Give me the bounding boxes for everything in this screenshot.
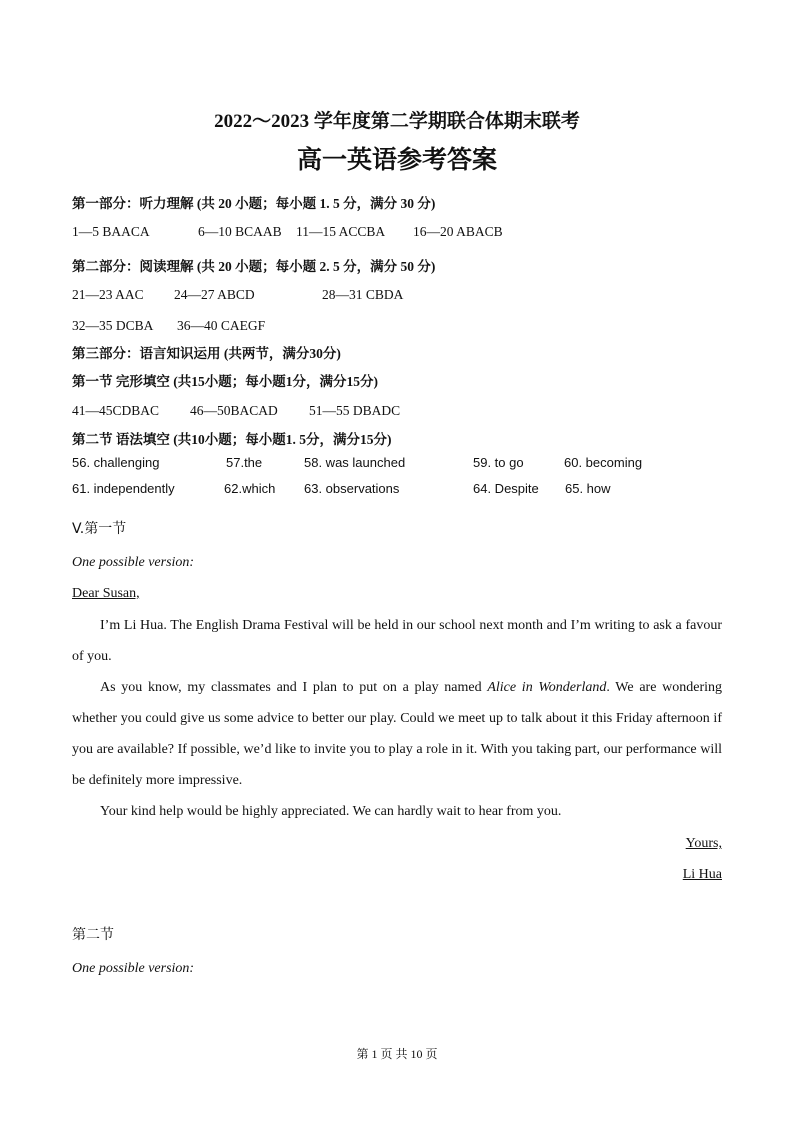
grammar-answer: 61. independently: [72, 481, 175, 496]
answer-group: 11—15 ACCBA: [296, 224, 386, 239]
answer-group: 21—23 AAC: [72, 287, 144, 302]
grammar-answer: 65. how: [565, 481, 611, 496]
part3-section1-answers: [0, 403, 794, 421]
answer-group: 46—50BACAD: [190, 403, 278, 418]
grammar-answer: 60. becoming: [564, 455, 643, 470]
answer-group: 24—27 ABCD: [174, 287, 255, 302]
letter-paragraph-2-start: As you know, my classmates and I plan to put on a play named: [100, 680, 488, 695]
answer-group: 1—5 BAACA: [72, 224, 150, 239]
writing2-version-label: One possible version:: [72, 961, 195, 976]
letter-paragraph-2: [72, 672, 722, 796]
grammar-answer: 57.the: [226, 455, 263, 470]
part3-section2-row1: [0, 455, 794, 473]
page-number: 第 1 页 共 10 页: [356, 1047, 438, 1061]
grammar-answer: 62.which: [224, 481, 276, 496]
writing2-heading: 第二节: [72, 927, 114, 943]
title-line-2: 高一英语参考答案: [296, 145, 497, 174]
part3-section1-heading: 第一节 完形填空 (共15小题；每小题1分，满分15分): [72, 374, 378, 389]
part3-section2-row2: [0, 481, 794, 499]
play-title: Alice in Wonderland: [487, 680, 607, 695]
answer-group: 6—10 BCAAB: [198, 224, 282, 239]
part2-answers-row2: [0, 318, 794, 336]
grammar-answer: 59. to go: [473, 455, 524, 470]
part1-answers: [0, 224, 794, 242]
answer-group: 51—55 DBADC: [309, 403, 401, 418]
letter-salutation: Dear Susan,: [72, 586, 140, 601]
writing1-heading: V.第一节: [72, 521, 127, 537]
grammar-answer: 56. challenging: [72, 455, 160, 470]
grammar-answer: 58. was launched: [304, 455, 406, 470]
part3-heading: 第三部分：语言知识运用 (共两节，满分30分): [72, 346, 341, 361]
part2-answers-row1: [0, 287, 794, 305]
title-line-1: 2022～2023 学年度第二学期联合体期末联考: [214, 111, 580, 132]
answer-group: 41—45CDBAC: [72, 403, 160, 418]
part3-section2-heading: 第二节 语法填空 (共10小题；每小题1. 5分，满分15分): [72, 432, 392, 447]
writing1-version-label: One possible version:: [72, 555, 195, 570]
part1-heading: 第一部分：听力理解 (共 20 小题；每小题 1. 5 分，满分 30 分): [72, 196, 436, 211]
letter-paragraph-1: I’m Li Hua. The English Drama Festival will be held in our school next month and I’m writing to ask a favour of you.: [72, 618, 722, 664]
answer-group: 28—31 CBDA: [322, 287, 404, 302]
letter-paragraph-2-rest: . We are wondering whether you could give us some advice to better our play. Could we meet up to talk about it this Friday afternoon if you are available? If possible, we’d like to invite you to play a role in it. With you taking part, our performance will be definitely more impressive.: [72, 680, 722, 788]
answer-group: 36—40 CAEGF: [177, 318, 266, 333]
answer-group: 16—20 ABACB: [413, 224, 503, 239]
grammar-answer: 64. Despite: [473, 481, 539, 496]
letter-paragraph-3: Your kind help would be highly appreciated. We can hardly wait to hear from you.: [100, 804, 562, 819]
letter-closing: Yours,: [685, 836, 722, 851]
grammar-answer: 63. observations: [304, 481, 400, 496]
answer-group: 32—35 DCBA: [72, 318, 154, 333]
part2-heading: 第二部分：阅读理解 (共 20 小题；每小题 2. 5 分，满分 50 分): [72, 259, 436, 274]
letter-signature: Li Hua: [682, 867, 722, 882]
